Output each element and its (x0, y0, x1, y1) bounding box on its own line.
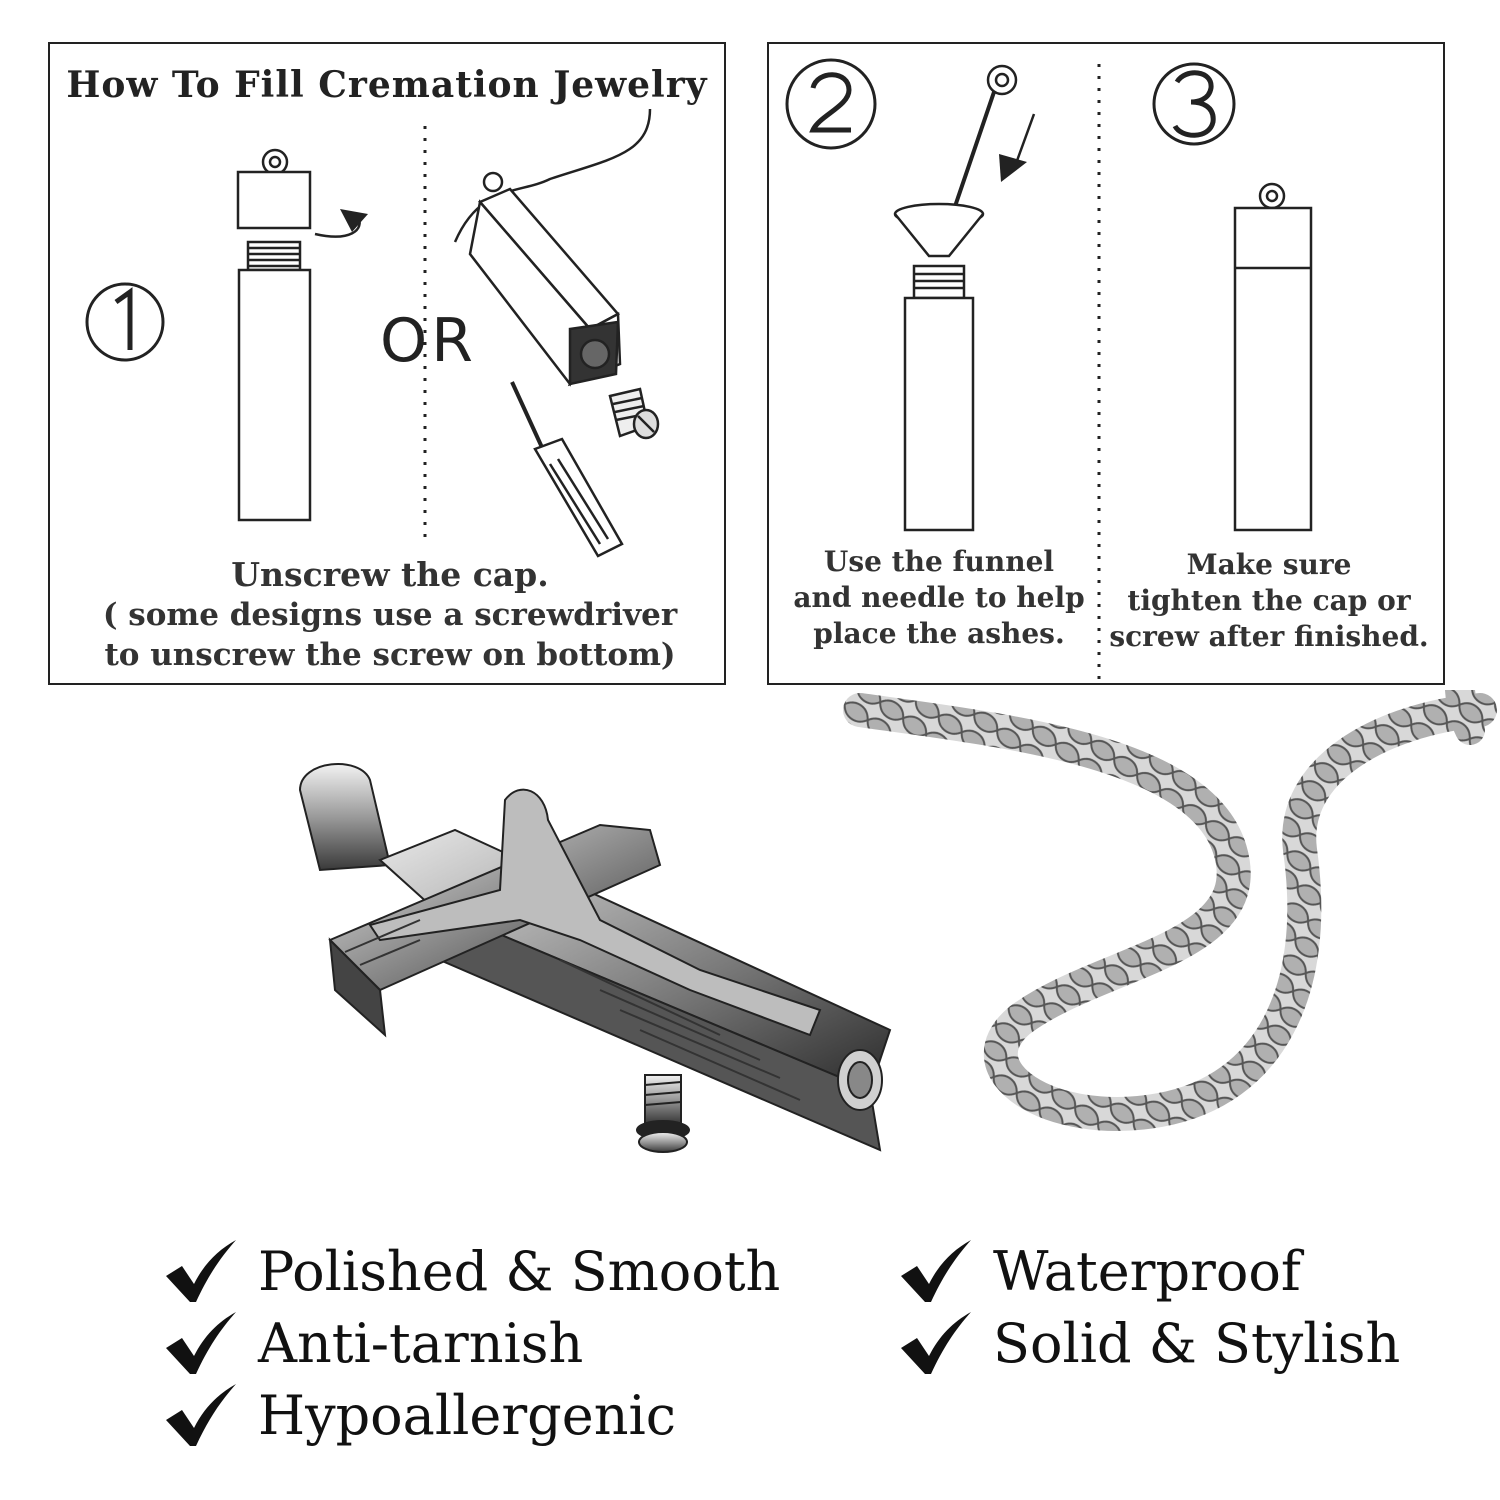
feature-label: Polished & Smooth (258, 1239, 781, 1303)
step2-caption-line: and needle to help (793, 580, 1085, 614)
feature-list-right (895, 1235, 1400, 1379)
feature-item (895, 1307, 1400, 1379)
step3-caption-line: screw after finished. (1109, 619, 1429, 653)
step3-caption-line: Make sure (1186, 548, 1352, 581)
bar-pendant-screw-icon (455, 109, 658, 556)
step1-caption (70, 554, 710, 676)
step-number-2 (787, 60, 875, 148)
check-mark-icon (160, 1236, 240, 1306)
closed-vial-icon (1235, 184, 1311, 530)
check-mark-icon (895, 1308, 975, 1378)
step2-caption-line: place the ashes. (813, 616, 1065, 650)
check-mark-icon (160, 1308, 240, 1378)
feature-item (895, 1235, 1400, 1307)
step2-caption-line: Use the funnel (823, 545, 1055, 578)
instructions-title: How To Fill Cremation Jewelry (66, 64, 708, 106)
screw-icon (637, 1075, 689, 1152)
step1-caption-line: to unscrew the screw on bottom) (104, 636, 676, 673)
step-number-3 (1154, 64, 1234, 144)
instruction-panel-step1 (48, 42, 726, 685)
step3-caption (1099, 547, 1439, 654)
step3-caption-line: tighten the cap or (1127, 583, 1411, 617)
feature-list-left (160, 1235, 780, 1451)
check-mark-icon (160, 1380, 240, 1450)
instruction-panel-steps2-3 (767, 42, 1445, 685)
step2-caption (779, 544, 1099, 651)
feature-label: Anti-tarnish (258, 1311, 584, 1375)
funnel-needle-icon (895, 66, 1034, 530)
step-number-1 (87, 284, 163, 360)
feature-item (160, 1307, 780, 1379)
feature-item (160, 1379, 780, 1451)
vial-unscrew-icon (238, 150, 368, 520)
feature-label: Waterproof (993, 1239, 1301, 1303)
feature-label: Solid & Stylish (993, 1311, 1401, 1375)
feature-item (160, 1235, 780, 1307)
feature-label: Hypoallergenic (258, 1383, 676, 1447)
wheat-chain-icon (860, 690, 1483, 1114)
crucifix-pendant-icon (300, 764, 890, 1150)
or-label: OR (380, 306, 477, 376)
product-photo (0, 690, 1500, 1210)
step1-caption-line: Unscrew the cap. (231, 555, 549, 594)
check-mark-icon (895, 1236, 975, 1306)
step1-caption-line: ( some designs use a screwdriver (102, 597, 678, 634)
